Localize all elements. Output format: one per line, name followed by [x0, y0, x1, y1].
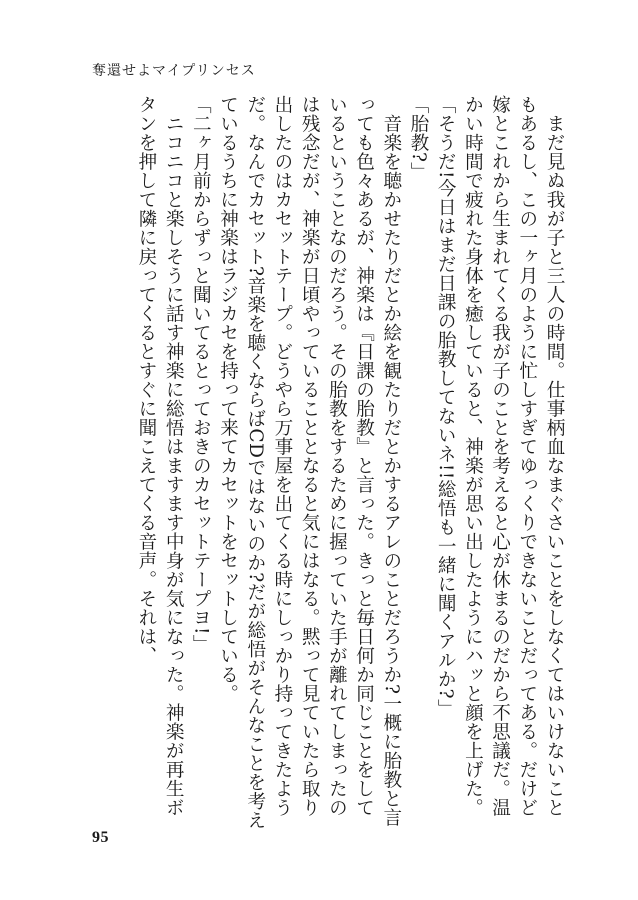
vertical-body-text [68, 95, 568, 830]
paragraph: 「二ヶ月前からずっと聞いてるとっておきのカセットテープヨ!」 [190, 95, 212, 654]
paragraph: ニコニコと楽しそうに話す神楽に総悟はますます中身が気になった。神楽が再生ボタンを押して隣に戻ってくるとすぐに聞こえてくる音声。それは、 [135, 95, 185, 817]
paragraph: 「胎教?」 [407, 95, 429, 182]
paragraph: 「そうだ!今日はまだ日課の胎教してないネ!!総悟も一緒に聞くアルか?」 [435, 95, 457, 718]
paragraph: 音楽を聴かせたりだとか絵を観たりだとかするアレのことだろうか?一概に胎教と言っても色々あるが、神楽は『日課の胎教』と言った。きっと毎日何か同じことをしているということなのだろう。その胎教をするために握っていた手が離れてしまったのは残念だが、神楽が日頃やっていることとなると気にはなる。黙って見ていたら取り出したのはカセットテープ。どうやら万事屋を出てくる時にしっかり持ってきたようだ。なんでカセット?音楽を聴くならばCDではないのか?だが総悟がそんなことを考えているうちに神楽はラジカセを持って来てカセットをセットしている。 [217, 95, 402, 830]
paragraph: まだ見ぬ我が子と三人の時間。仕事柄血なまぐさいことをしなくてはいけないこともあるし、この一ヶ月のように忙しすぎてゆっくりできないことだってある。だけど嫁とこれから生まれてくる我が子のことを考えると心が休まるのだから不思議だ。温かい時間で疲れた身体を癒していると、神楽が思い出したようにハッと顔を上げた。 [462, 95, 565, 817]
page-number: 95 [92, 829, 109, 846]
running-header-title: 奪還せよマイプリンセス [92, 63, 256, 79]
